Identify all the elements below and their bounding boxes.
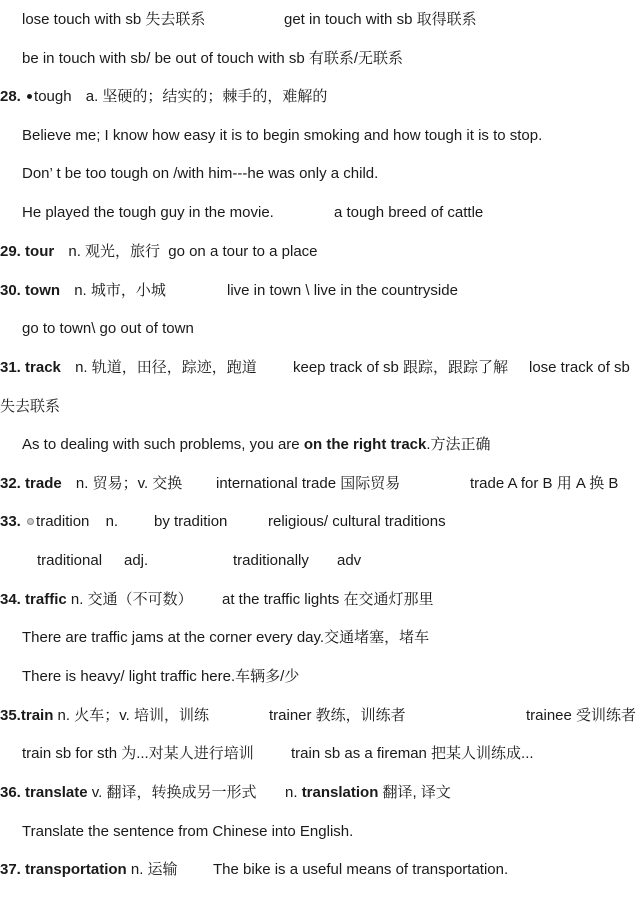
- entry-example: live in town \ live in the countryside: [227, 282, 458, 299]
- example-sentence: He played the tough guy in the movie.: [22, 204, 274, 221]
- entry-derivative-definition: 翻译, 译文: [378, 784, 451, 801]
- entry-definition: a. 坚硬的；结实的；棘手的，难解的: [85, 88, 328, 105]
- continuation-line: [0, 395, 60, 419]
- bullet-icon: [27, 94, 32, 99]
- entry-number: 29.: [0, 243, 21, 260]
- example-highlight: on the right track: [303, 436, 427, 453]
- entry-36: [0, 781, 451, 805]
- bullet-icon: [27, 518, 34, 525]
- entry-word: traffic: [25, 591, 67, 608]
- entry-derivative: trainee 受训练者: [526, 707, 637, 724]
- entry-word: translate: [25, 784, 88, 801]
- entry-word: tour: [25, 243, 55, 260]
- entry-35: [0, 704, 637, 728]
- derivative-pos: adv: [337, 552, 362, 569]
- entry-37: [0, 858, 509, 882]
- entry-number: 28.: [0, 88, 21, 105]
- entry-word: tough: [34, 88, 72, 105]
- example-sentence: There are traffic jams at the corner every day.交通堵塞，堵车: [22, 629, 430, 646]
- example-line: [22, 433, 491, 457]
- example-line: [22, 162, 378, 186]
- derivative-pos: adj.: [124, 552, 149, 569]
- entry-number: 34.: [0, 591, 21, 608]
- entry-word: trade: [25, 475, 62, 492]
- entry-number: 36.: [0, 784, 21, 801]
- phrase-line: [22, 47, 403, 71]
- entry-word: tradition: [36, 513, 90, 530]
- entry-definition: n. 火车；v. 培训，训练: [57, 707, 209, 724]
- entry-example: trade A for B 用 A 换 B: [470, 475, 619, 492]
- entry-definition: n. 城市，小城: [74, 282, 166, 299]
- entry-32: [0, 472, 619, 496]
- entry-word: transportation: [25, 861, 127, 878]
- phrase: get in touch with sb 取得联系: [284, 11, 477, 28]
- example-sentence: Translate the sentence from Chinese into English.: [22, 823, 354, 840]
- entry-number: 37.: [0, 861, 21, 878]
- example-line: [22, 626, 429, 650]
- entry-29: [0, 240, 318, 264]
- entry-example: religious/ cultural traditions: [268, 513, 446, 530]
- entry-example: The bike is a useful means of transportation.: [213, 861, 509, 878]
- entry-example: at the traffic lights 在交通灯那里: [222, 591, 434, 608]
- phrase: lose touch with sb 失去联系: [22, 11, 206, 28]
- entry-word: train: [20, 707, 54, 724]
- entry-33: [0, 510, 446, 534]
- entry-definition: n. 贸易；v. 交换: [75, 475, 183, 492]
- entry-word: track: [25, 359, 61, 376]
- entry-number: 31.: [0, 359, 21, 376]
- derivative-word: traditionally: [233, 552, 309, 569]
- example-sentence: Don’ t be too tough on /with him---he was only a child.: [22, 165, 379, 182]
- example-sentence-pre: As to dealing with such problems, you are: [22, 436, 304, 453]
- entry-example: lose track of sb: [529, 359, 630, 376]
- entry-number: 30.: [0, 282, 21, 299]
- entry-definition: n.: [105, 513, 119, 530]
- entry-number: 33.: [0, 513, 21, 530]
- example-line: [22, 665, 299, 689]
- example-sentence-post: .方法正确: [426, 436, 491, 453]
- entry-word: town: [25, 282, 61, 299]
- entry-number: 32.: [0, 475, 21, 492]
- entry-example: international trade 国际贸易: [216, 475, 401, 492]
- entry-definition: n. 交通（不可数）: [70, 591, 193, 608]
- entry-derivative: trainer 教练，训练者: [269, 707, 406, 724]
- phrase: go to town\ go out of town: [22, 320, 194, 337]
- entry-example: go on a tour to a place: [168, 243, 318, 260]
- entry-derivative-word: translation: [301, 784, 379, 801]
- entry-definition: n. 运输: [130, 861, 178, 878]
- phrase: train sb for sth 为...对某人进行培训: [22, 745, 254, 762]
- example-phrase: a tough breed of cattle: [334, 204, 484, 221]
- entry-definition: n. 轨道，田径，踪迹，跑道: [75, 359, 257, 376]
- entry-30: [0, 279, 458, 303]
- entry-definition: n. 观光，旅行: [68, 243, 161, 260]
- example-line: [22, 820, 353, 844]
- example-sentence: Believe me; I know how easy it is to begin smoking and how tough it is to stop.: [22, 127, 543, 144]
- entry-34: [0, 588, 434, 612]
- entry-example: by tradition: [154, 513, 228, 530]
- phrase: train sb as a fireman 把某人训练成...: [291, 745, 534, 762]
- derivative-word: traditional: [37, 552, 103, 569]
- example-sentence: There is heavy/ light traffic here.车辆多/少: [22, 668, 300, 685]
- entry-28: [0, 85, 327, 109]
- phrase: be in touch with sb/ be out of touch with sb 有联系/无联系: [22, 50, 404, 67]
- entry-definition: v. 翻译，转换成另一形式: [91, 784, 257, 801]
- entry-31: [0, 356, 630, 380]
- entry-example: keep track of sb 跟踪，跟踪了解: [293, 359, 509, 376]
- entry-pos: n.: [285, 784, 302, 801]
- phrase-line: [22, 317, 194, 341]
- phrase: 失去联系: [0, 398, 61, 415]
- example-line: [22, 124, 542, 148]
- entry-number: 35.: [0, 707, 21, 724]
